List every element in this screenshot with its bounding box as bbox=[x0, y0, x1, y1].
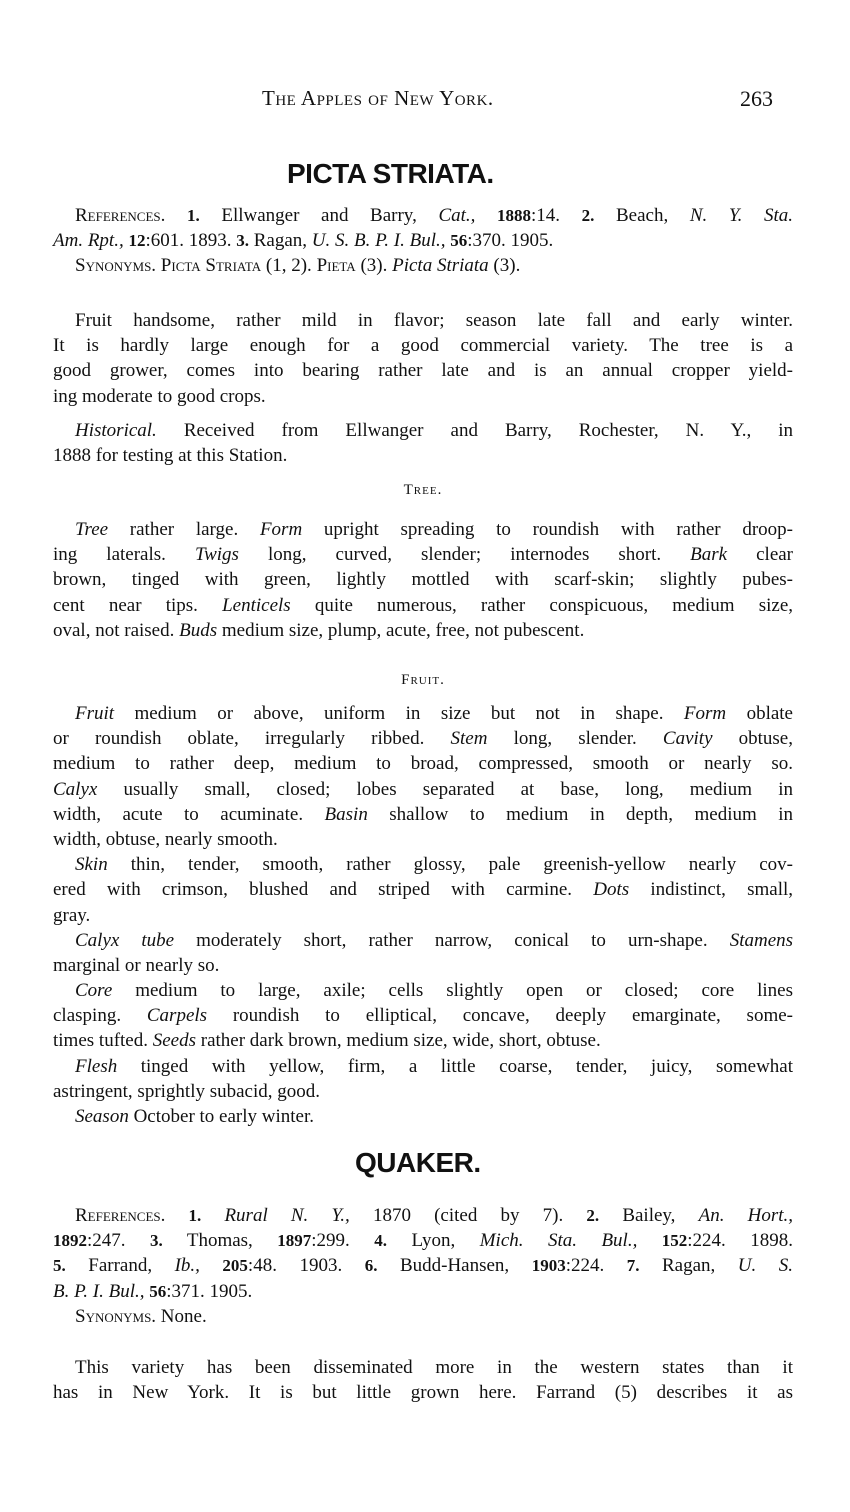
page-number: 263 bbox=[740, 86, 773, 111]
text-run bbox=[200, 1255, 223, 1276]
running-title: The Apples of New York. bbox=[262, 86, 494, 110]
bold-numeral: 7. bbox=[626, 1256, 640, 1276]
text-line bbox=[53, 384, 793, 409]
italic-text: B. P. I. Bul., bbox=[53, 1280, 145, 1302]
bold-numeral: 1. bbox=[188, 1206, 202, 1225]
paragraph bbox=[53, 1355, 793, 1405]
text-run: Received from Ellwanger and Barry, Rochester, N. Y., in bbox=[156, 420, 793, 441]
text-run: usually small, closed; lobes separated at base, long, medium in bbox=[97, 778, 793, 800]
text-run: times tufted. bbox=[53, 1030, 153, 1052]
paragraph bbox=[53, 1054, 793, 1104]
text-run bbox=[165, 205, 187, 226]
text-run: Thomas, bbox=[162, 1230, 278, 1252]
italic-text: Fruit bbox=[75, 703, 115, 724]
text-run: gray. bbox=[53, 904, 91, 926]
variety-title-quaker: QUAKER. bbox=[355, 1147, 481, 1178]
paragraph bbox=[53, 418, 793, 468]
text-line bbox=[53, 1355, 793, 1380]
text-run: :371. 1905. bbox=[166, 1280, 253, 1302]
picta-references bbox=[53, 203, 793, 279]
bold-numeral: 1. bbox=[187, 206, 200, 225]
text-run: marginal or nearly so. bbox=[53, 954, 220, 976]
variety-title-picta-striata: PICTA STRIATA. bbox=[287, 158, 494, 189]
text-run: moderately short, rather narrow, conical to urn-shape. bbox=[174, 929, 730, 951]
text-run: rather large. bbox=[108, 519, 260, 540]
italic-text: Basin bbox=[324, 803, 368, 825]
paragraph bbox=[53, 852, 793, 928]
text-run: :299. bbox=[311, 1230, 375, 1252]
text-run: ered with crimson, blushed and striped with carmine. bbox=[53, 879, 594, 901]
text-run: This variety has been disseminated more in the western states than it bbox=[75, 1357, 793, 1378]
bold-numeral: 56 bbox=[149, 1281, 167, 1301]
text-line bbox=[53, 953, 793, 978]
picta-tree-description bbox=[53, 517, 793, 643]
italic-text: Ib., bbox=[174, 1255, 200, 1277]
text-line bbox=[53, 802, 793, 827]
text-run: medium to rather deep, medium to broad, compressed, smooth or nearly so. bbox=[53, 753, 793, 775]
text-run: oval, not raised. bbox=[53, 619, 180, 641]
text-run: 1888 for testing at this Station. bbox=[53, 445, 288, 467]
text-run: :224. bbox=[565, 1255, 627, 1277]
text-run: ing laterals. bbox=[53, 544, 195, 566]
text-run: 1870 (cited by 7). bbox=[349, 1205, 587, 1226]
text-line bbox=[53, 701, 793, 726]
italic-text: Rural N. Y., bbox=[224, 1205, 350, 1226]
text-line bbox=[53, 751, 793, 776]
italic-text: Am. Rpt., bbox=[53, 230, 124, 252]
text-run: :601. 1893. bbox=[145, 230, 237, 252]
italic-text: Stamens bbox=[729, 929, 794, 951]
text-line bbox=[53, 253, 793, 278]
italic-text: Lenticels bbox=[222, 594, 291, 616]
text-run: thin, tender, smooth, rather glossy, pale greenish-yellow nearly cov- bbox=[107, 854, 793, 876]
fruit-section-heading: Fruit. bbox=[401, 672, 445, 688]
text-line bbox=[53, 827, 793, 852]
text-run: Fruit handsome, rather mild in flavor; season late fall and early winter. bbox=[75, 310, 793, 331]
text-line bbox=[53, 418, 793, 443]
text-run: width, obtuse, nearly smooth. bbox=[53, 828, 278, 850]
small-caps-text: References. bbox=[75, 1205, 166, 1226]
text-run: It is hardly large enough for a good commercial variety. The tree is a bbox=[53, 335, 793, 357]
text-run: (1, 2). bbox=[261, 255, 317, 277]
bold-numeral: 3. bbox=[149, 1231, 163, 1251]
text-run: medium to large, axile; cells slightly open or closed; core lines bbox=[112, 980, 793, 1002]
text-line bbox=[53, 517, 793, 542]
text-run: obtuse, bbox=[712, 728, 793, 750]
paragraph bbox=[53, 517, 793, 643]
text-line bbox=[53, 228, 793, 253]
bold-numeral: 4. bbox=[374, 1231, 387, 1251]
text-line bbox=[53, 1253, 793, 1278]
text-line bbox=[53, 903, 793, 928]
bold-numeral: 5. bbox=[53, 1256, 66, 1276]
text-run: Bailey, bbox=[599, 1205, 699, 1226]
text-run: Ragan, bbox=[639, 1255, 738, 1277]
italic-text: An. Hort., bbox=[698, 1205, 793, 1226]
text-run: oblate bbox=[726, 703, 793, 724]
text-run: Beach, bbox=[594, 205, 690, 226]
text-run: (3). bbox=[488, 255, 521, 277]
bold-numeral: 1892 bbox=[53, 1231, 87, 1251]
bold-numeral: 2. bbox=[581, 206, 595, 225]
text-run: :247. bbox=[87, 1230, 150, 1252]
paragraph bbox=[53, 1203, 793, 1304]
italic-text: Stem bbox=[450, 728, 488, 750]
text-run: :370. 1905. bbox=[467, 230, 554, 252]
text-run: :224. 1898. bbox=[687, 1230, 794, 1252]
text-line bbox=[53, 358, 793, 383]
italic-text: Skin bbox=[75, 854, 108, 876]
text-line bbox=[53, 1304, 793, 1329]
text-line bbox=[53, 1079, 793, 1104]
small-caps-text: References. bbox=[75, 205, 166, 226]
italic-text: Bark bbox=[690, 544, 728, 566]
text-run: good grower, comes into bearing rather late and is an annual cropper yield- bbox=[53, 360, 793, 382]
italic-text: Buds bbox=[179, 619, 218, 641]
italic-text: N. Y. Sta. bbox=[689, 205, 794, 226]
text-line bbox=[53, 1003, 793, 1028]
text-run: shallow to medium in depth, medium in bbox=[367, 803, 793, 825]
text-run: :14. bbox=[531, 205, 582, 226]
bold-numeral: 205 bbox=[222, 1256, 248, 1276]
italic-text: Twigs bbox=[194, 544, 239, 566]
picta-description bbox=[53, 308, 793, 409]
text-run: Budd-Hansen, bbox=[377, 1255, 532, 1277]
text-run: roundish to elliptical, concave, deeply emarginate, some- bbox=[207, 1005, 793, 1027]
bold-numeral: 3. bbox=[236, 231, 249, 251]
text-line bbox=[53, 593, 793, 618]
text-run: brown, tinged with green, lightly mottled with scarf-skin; slightly pubes- bbox=[53, 569, 793, 591]
text-run: :48. 1903. bbox=[247, 1255, 365, 1277]
text-run: ing moderate to good crops. bbox=[53, 385, 266, 407]
text-run: medium or above, uniform in size but not in shape. bbox=[114, 703, 684, 724]
text-run: cent near tips. bbox=[53, 594, 223, 616]
text-line bbox=[53, 443, 793, 468]
paragraph bbox=[53, 928, 793, 978]
italic-text: Picta Striata bbox=[392, 255, 489, 277]
bold-numeral: 12 bbox=[128, 231, 146, 251]
italic-text: Cavity bbox=[662, 728, 713, 750]
italic-text: U. S. bbox=[737, 1255, 793, 1277]
italic-text: Seeds bbox=[152, 1030, 196, 1052]
bold-numeral: 1903 bbox=[531, 1256, 566, 1276]
italic-text: Form bbox=[683, 703, 727, 724]
italic-text: Flesh bbox=[75, 1055, 118, 1077]
text-line bbox=[53, 567, 793, 592]
small-caps-text: Synonyms. bbox=[75, 1305, 157, 1327]
text-run: Farrand, bbox=[65, 1255, 175, 1277]
quaker-description bbox=[53, 1355, 793, 1405]
text-run bbox=[165, 1205, 188, 1226]
text-run: rather dark brown, medium size, wide, short, obtuse. bbox=[196, 1030, 601, 1052]
paragraph bbox=[53, 308, 793, 409]
text-run: clasping. bbox=[53, 1005, 147, 1027]
italic-text: Carpels bbox=[146, 1005, 208, 1027]
italic-text: U. S. B. P. I. Bul., bbox=[311, 230, 446, 252]
text-line bbox=[53, 333, 793, 358]
italic-text: Mich. Sta. Bul., bbox=[479, 1230, 638, 1252]
text-line bbox=[53, 542, 793, 567]
text-run: astringent, sprightly subacid, good. bbox=[53, 1080, 321, 1102]
italic-text: Form bbox=[259, 519, 303, 540]
paragraph bbox=[53, 203, 793, 253]
tree-section-heading: Tree. bbox=[403, 482, 443, 498]
text-line bbox=[53, 1028, 793, 1053]
italic-text: Calyx tube bbox=[75, 929, 175, 951]
bold-numeral: 152 bbox=[661, 1231, 688, 1251]
text-run: has in New York. It is but little grown here. Farrand (5) describes it as bbox=[53, 1382, 793, 1404]
paragraph bbox=[53, 253, 793, 278]
text-line bbox=[53, 203, 793, 228]
quaker-references bbox=[53, 1203, 793, 1329]
italic-text: Core bbox=[75, 980, 113, 1002]
text-run: October to early winter. bbox=[128, 1106, 315, 1127]
italic-text: Calyx bbox=[53, 778, 98, 800]
paragraph bbox=[53, 1304, 793, 1329]
text-run bbox=[637, 1230, 661, 1251]
text-run: Lyon, bbox=[387, 1230, 480, 1252]
text-line bbox=[53, 928, 793, 953]
text-run bbox=[201, 1205, 224, 1226]
italic-text: Historical. bbox=[75, 420, 157, 441]
small-caps-text: Synonyms. bbox=[75, 255, 157, 277]
text-run: medium size, plump, acute, free, not pubescent. bbox=[217, 619, 585, 641]
text-line bbox=[53, 1203, 793, 1228]
text-line bbox=[53, 777, 793, 802]
text-run bbox=[475, 205, 497, 226]
text-run: tinged with yellow, firm, a little coarse, tender, juicy, somewhat bbox=[117, 1055, 793, 1077]
text-line bbox=[53, 308, 793, 333]
text-run: Ellwanger and Barry, bbox=[199, 205, 439, 226]
italic-text: Dots bbox=[593, 879, 630, 901]
text-run: (3). bbox=[355, 255, 393, 277]
text-run: clear bbox=[727, 544, 794, 566]
picta-historical bbox=[53, 418, 793, 468]
text-line bbox=[53, 1380, 793, 1405]
text-run: Ragan, bbox=[249, 230, 312, 252]
text-line bbox=[53, 978, 793, 1003]
paragraph bbox=[53, 978, 793, 1054]
text-run: upright spreading to roundish with rather droop- bbox=[302, 519, 793, 540]
bold-numeral: 1888 bbox=[497, 206, 531, 225]
italic-text: Season bbox=[75, 1106, 129, 1127]
text-run: quite numerous, rather conspicuous, medium size, bbox=[290, 594, 794, 616]
text-line bbox=[53, 726, 793, 751]
text-line bbox=[53, 852, 793, 877]
small-caps-text: Picta Striata bbox=[160, 255, 262, 277]
bold-numeral: 6. bbox=[364, 1256, 378, 1276]
paragraph bbox=[53, 1104, 793, 1129]
text-run: long, curved, slender; internodes short. bbox=[238, 544, 691, 566]
picta-fruit-description bbox=[53, 701, 793, 1129]
text-line bbox=[53, 618, 793, 643]
italic-text: Cat., bbox=[438, 205, 476, 226]
text-run: indistinct, small, bbox=[629, 879, 794, 901]
text-line bbox=[53, 1104, 793, 1129]
paragraph bbox=[53, 701, 793, 852]
italic-text: Tree bbox=[75, 519, 109, 540]
text-run: width, acute to acuminate. bbox=[53, 803, 325, 825]
text-line bbox=[53, 1054, 793, 1079]
bold-numeral: 2. bbox=[586, 1206, 600, 1225]
text-line bbox=[53, 1228, 793, 1253]
text-run: None. bbox=[156, 1305, 207, 1327]
bold-numeral: 56 bbox=[450, 231, 468, 251]
text-run: long, slender. bbox=[487, 728, 663, 750]
bold-numeral: 1897 bbox=[277, 1231, 312, 1251]
small-caps-text: Pieta bbox=[316, 255, 356, 277]
text-line bbox=[53, 877, 793, 902]
text-line bbox=[53, 1279, 793, 1304]
text-run: or roundish oblate, irregularly ribbed. bbox=[53, 728, 451, 750]
